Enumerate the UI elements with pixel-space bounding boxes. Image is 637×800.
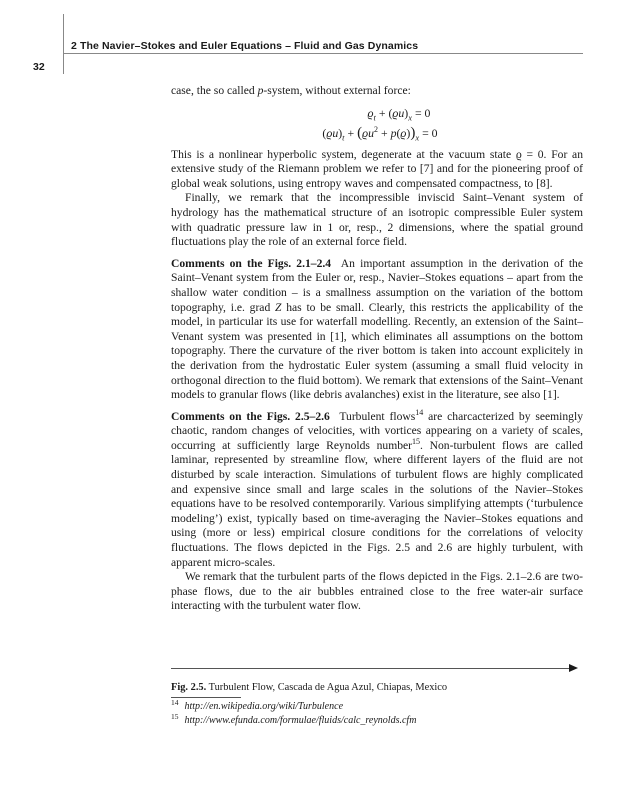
figure-pointer-rule	[171, 668, 571, 669]
equation-momentum: $(ϱu)_t + (ϱu^2 + p(ϱ))_x = 0$	[322, 124, 438, 142]
running-head: 2 The Navier–Stokes and Euler Equations – Fluid and Gas Dynamics	[71, 40, 419, 52]
footnote-ref-15[interactable]: 15	[412, 437, 421, 447]
paragraph-saint-venant: Finally, we remark that the incompressible inviscid Saint–Venant system of hydrology has the mathematical structure of an isotropic compressible Euler system with quadratic pressure law in 1 or, resp., 2 dimensions, where the spatial ground fluctuations play the role of an external force field.	[171, 191, 583, 249]
footnote-14: $^{14}$ http://en.wikipedia.org/wiki/Turbulence	[171, 697, 344, 712]
paragraph-two-phase: We remark that the turbulent parts of the flows depicted in the Figs. 2.1–2.6 are two-phase flows, due to the air bubbles entrained close to the free water-air surface interacting with the turbulent water flow.	[171, 570, 583, 613]
equation-mass: $ϱ_t + (ϱu)_x = 0$	[367, 105, 431, 122]
footnote-ref-14[interactable]: 14	[415, 407, 424, 417]
paragraph-hyperbolic: This is a nonlinear hyperbolic system, degenerate at the vacuum state ϱ = 0. For an extensive study of the Riemann problem we refer to [7] and for the pioneering proof of global weak solutions, using entropy waves and compensated compactness, to [8].	[171, 147, 583, 190]
header-vertical-rule	[63, 14, 64, 74]
header-horizontal-rule	[63, 53, 583, 54]
footnote-15: $^{15}$ http://www.efunda.com/formulae/fluids/calc_reynolds.cfm	[171, 711, 417, 726]
equation-block	[171, 103, 583, 143]
paragraph-comments-2-1-2-4: Comments on the Figs. 2.1–2.4 An important assumption in the derivation of the Saint–Venant system from the Euler or, resp., Navier–Stokes equations – apart from the shallow water condition – is a smallness assumption on the variation of the bottom topography, i.e. grad Z has to be small. Clearly, this restricts the applicability of the model, in particular its use for waterfall modelling. Recently, an extension of the Saint–Venant system was presented in [1], which eliminates all assumptions on the bottom topography. There the curvature of the river bottom is taken into account explicitely in the derivation from the hydrostatic Euler system (assuming a small fluid velocity in orthogonal direction to the fluid bottom). We remark that extensions of the Saint–Venant models to granular flows (like debris avalanches) exist in the literature, see also [1].	[171, 256, 583, 402]
footnote-link-turbulence[interactable]: http://en.wikipedia.org/wiki/Turbulence	[184, 701, 344, 712]
intro-paragraph: case, the so called p-system, without external force:	[171, 84, 411, 97]
comments-heading-2-1: Comments on the Figs. 2.1–2.4	[171, 256, 332, 270]
body-text	[171, 84, 583, 614]
footnote-link-reynolds[interactable]: http://www.efunda.com/formulae/fluids/calc_reynolds.cfm	[184, 715, 417, 726]
figure-caption	[171, 682, 447, 693]
page-number: 32	[33, 61, 45, 73]
footnote-rule	[171, 697, 241, 698]
comments-heading-2-5: Comments on the Figs. 2.5–2.6	[171, 409, 330, 423]
figure-caption-label: Fig. 2.5.	[171, 682, 207, 693]
paragraph-comments-2-5-2-6: Comments on the Figs. 2.5–2.6 Turbulent flows$^{14}$ are charcacterized by seemingly chaotic, random changes of velocities, with vortices appearing on a variety of scales, occurring at sufficiently large Reynolds number$^{15}$. Non-turbulent flows are called laminar, represented by streamline flow, where different layers of the fluid are not disturbed by scale interaction. Simulations of turbulent flows are highly complicated and expensive since small and large scales in the solutions of the Navier–Stokes equations have to be resolved contemporarily. Various simplifying attempts (‘turbulence modeling’) exist, typically based on time-averaging the Navier–Stokes equations and using (more or less) empirical closure conditions for the correlations of velocity fluctuations. The flows depicted in the Figs. 2.5 and 2.6 are highly turbulent, with apparent micro-scales.	[171, 407, 584, 569]
figure-caption-text: Turbulent Flow, Cascada de Agua Azul, Chiapas, Mexico	[206, 682, 448, 693]
figure-pointer-arrow-icon	[569, 664, 578, 672]
